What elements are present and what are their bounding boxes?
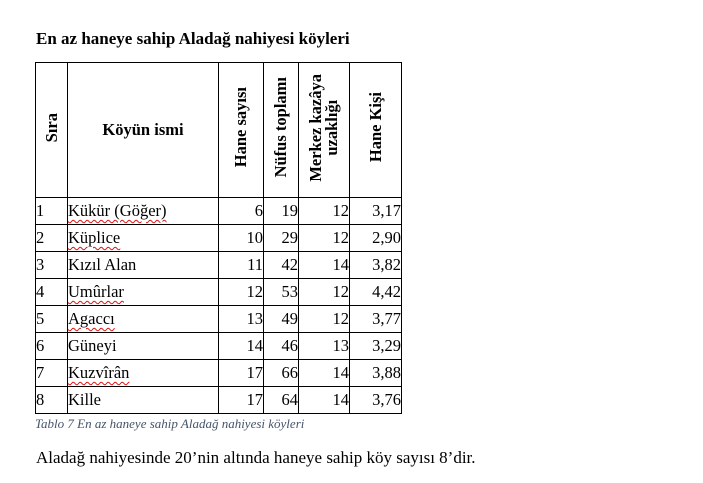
cell-hane-kisi: 3,88 [350, 360, 402, 387]
cell-sira: 3 [36, 252, 68, 279]
cell-hane: 17 [219, 387, 264, 414]
table-caption: Tablo 7 En az haneye sahip Aladağ nahiyesi köyleri [35, 416, 305, 431]
table-row [36, 360, 402, 387]
cell-nufus: 19 [264, 198, 299, 225]
cell-uzaklik: 13 [299, 333, 350, 360]
cell-koy-ismi: Agaccı [68, 306, 219, 333]
cell-hane: 14 [219, 333, 264, 360]
cell-sira: 5 [36, 306, 68, 333]
cell-koy-ismi: Kuzvîrân [68, 360, 219, 387]
table-row [36, 333, 402, 360]
cell-koy-ismi: Kille [68, 387, 219, 414]
cell-nufus: 64 [264, 387, 299, 414]
header-sira: Sıra [36, 63, 68, 198]
cell-nufus: 42 [264, 252, 299, 279]
table-row [36, 387, 402, 414]
cell-uzaklik: 14 [299, 360, 350, 387]
table-row [36, 306, 402, 333]
header-merkez-uzakligi [299, 63, 350, 198]
cell-nufus: 29 [264, 225, 299, 252]
header-merkez-line2: uzaklığı [322, 99, 341, 156]
cell-hane-kisi: 3,82 [350, 252, 402, 279]
cell-hane-kisi: 3,77 [350, 306, 402, 333]
cell-sira: 2 [36, 225, 68, 252]
cell-hane-kisi: 3,29 [350, 333, 402, 360]
cell-hane-kisi: 2,90 [350, 225, 402, 252]
header-hane-sayisi: Hane sayısı [219, 63, 264, 198]
header-hane-kisi: Hane Kişi [350, 63, 402, 198]
cell-hane: 11 [219, 252, 264, 279]
cell-koy-ismi: Umûrlar [68, 279, 219, 306]
cell-nufus: 53 [264, 279, 299, 306]
cell-hane-kisi: 4,42 [350, 279, 402, 306]
table-title: En az haneye sahip Aladağ nahiyesi köyleri [36, 29, 350, 48]
cell-hane: 17 [219, 360, 264, 387]
table-row [36, 198, 402, 225]
cell-uzaklik: 14 [299, 387, 350, 414]
header-nufus-toplami: Nüfus toplamı [264, 63, 299, 198]
cell-uzaklik: 12 [299, 225, 350, 252]
cell-koy-ismi: Kızıl Alan [68, 252, 219, 279]
table-row [36, 279, 402, 306]
cell-koy-ismi: Küplice [68, 225, 219, 252]
cell-hane-kisi: 3,76 [350, 387, 402, 414]
cell-koy-ismi: Kükür (Göğer) [68, 198, 219, 225]
header-merkez-line1: Merkez kazâya [306, 73, 325, 182]
cell-uzaklik: 12 [299, 306, 350, 333]
cell-hane: 12 [219, 279, 264, 306]
table-row [36, 225, 402, 252]
cell-nufus: 49 [264, 306, 299, 333]
table-header-row [36, 63, 402, 198]
cell-hane-kisi: 3,17 [350, 198, 402, 225]
body-paragraph: Aladağ nahiyesinde 20’nin altında haneye sahip köy sayısı 8’dir. [36, 448, 476, 467]
cell-hane: 6 [219, 198, 264, 225]
cell-uzaklik: 14 [299, 252, 350, 279]
cell-sira: 6 [36, 333, 68, 360]
cell-nufus: 66 [264, 360, 299, 387]
header-koy-ismi: Köyün ismi [68, 63, 219, 198]
cell-uzaklik: 12 [299, 198, 350, 225]
cell-nufus: 46 [264, 333, 299, 360]
table-row [36, 252, 402, 279]
cell-sira: 1 [36, 198, 68, 225]
cell-koy-ismi: Güneyi [68, 333, 219, 360]
cell-hane: 13 [219, 306, 264, 333]
cell-sira: 7 [36, 360, 68, 387]
cell-hane: 10 [219, 225, 264, 252]
villages-table [35, 62, 402, 414]
cell-uzaklik: 12 [299, 279, 350, 306]
cell-sira: 8 [36, 387, 68, 414]
cell-sira: 4 [36, 279, 68, 306]
